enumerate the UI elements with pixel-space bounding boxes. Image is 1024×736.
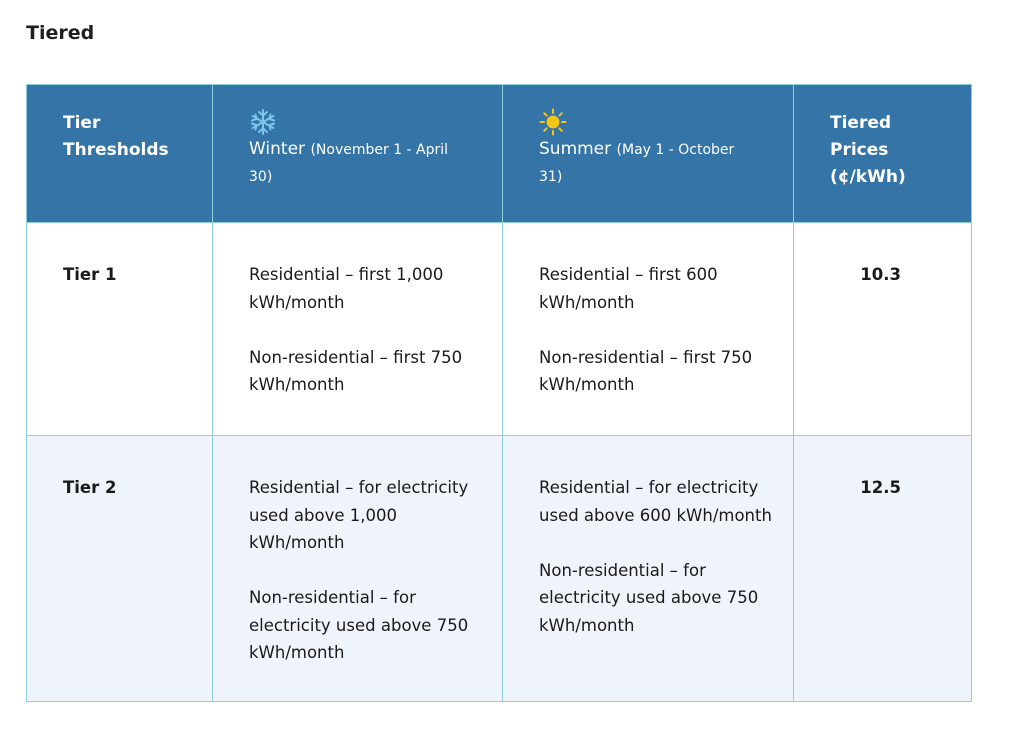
tier-price: 10.3 xyxy=(860,265,901,284)
winter-nonresidential-threshold: Non-residential – first 750 kWh/month xyxy=(249,347,463,394)
section-title: Tiered xyxy=(26,22,95,44)
winter-nonresidential-threshold: Non-residential – for electricity used above 750 kWh/month xyxy=(249,588,469,662)
header-tiered-prices-line2: Prices xyxy=(830,140,889,160)
winter-range-line2: 30) xyxy=(249,169,273,185)
sun-icon xyxy=(539,108,567,136)
winter-residential-threshold: Residential – first 1,000 kWh/month xyxy=(249,265,444,312)
header-tier-thresholds xyxy=(27,85,213,223)
table-header-row xyxy=(27,85,972,223)
summer-nonresidential-threshold: Non-residential – first 750 kWh/month xyxy=(539,347,753,394)
summer-residential-threshold: Residential – for electricity used above 600 kWh/month xyxy=(539,478,772,525)
tier-cell xyxy=(27,223,213,436)
tier-label: Tier 1 xyxy=(63,265,117,284)
snowflake-icon xyxy=(249,108,277,136)
price-cell xyxy=(794,436,972,702)
summer-residential-threshold: Residential – first 600 kWh/month xyxy=(539,265,718,312)
price-cell xyxy=(794,223,972,436)
winter-label: Winter xyxy=(249,139,306,159)
header-tiered-prices xyxy=(794,85,972,223)
summer-cell xyxy=(503,223,794,436)
tier-cell xyxy=(27,436,213,702)
table-row xyxy=(27,436,972,702)
tiered-pricing-table xyxy=(26,84,972,702)
winter-cell xyxy=(213,223,503,436)
winter-range-line1: (November 1 - April xyxy=(310,142,449,158)
header-summer xyxy=(503,85,794,223)
tier-label: Tier 2 xyxy=(63,478,117,497)
winter-cell xyxy=(213,436,503,702)
header-tiered-prices-line1: Tiered xyxy=(830,113,892,133)
header-tier-thresholds-line1: Tier xyxy=(63,113,101,133)
header-tiered-prices-line3: (¢/kWh) xyxy=(830,167,906,187)
summer-range-line1: (May 1 - October xyxy=(616,142,735,158)
summer-nonresidential-threshold: Non-residential – for electricity used above 750 kWh/month xyxy=(539,560,759,635)
winter-residential-threshold: Residential – for electricity used above 1,000 kWh/month xyxy=(249,478,469,552)
summer-label: Summer xyxy=(539,139,612,159)
summer-range-line2: 31) xyxy=(539,169,563,185)
header-tier-thresholds-line2: Thresholds xyxy=(63,140,169,160)
summer-cell xyxy=(503,436,794,702)
tier-price: 12.5 xyxy=(860,478,901,497)
header-winter xyxy=(213,85,503,223)
table-row xyxy=(27,223,972,436)
